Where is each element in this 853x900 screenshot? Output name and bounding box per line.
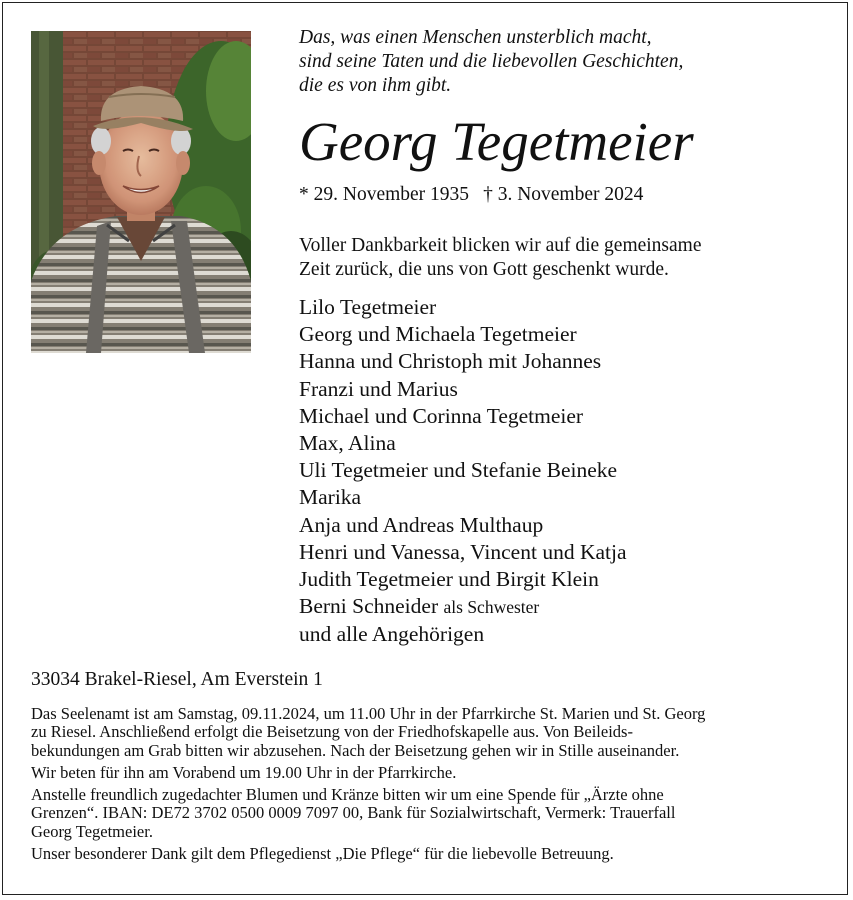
family-member: Michael und Corinna Tegetmeier (299, 403, 584, 428)
quote-line: Das, was einen Menschen unsterblich macht, (299, 27, 652, 48)
thanks-text (299, 234, 702, 282)
funeral-line: bekundungen am Grab bitten wir abzusehen. Nach der Beisetzung gehen wir in Stille auseinander. (31, 740, 680, 760)
life-dates (299, 182, 643, 208)
death-date: † 3. November 2024 (483, 184, 644, 205)
family-member-sister (299, 593, 627, 621)
family-member: Uli Tegetmeier und Stefanie Beineke (299, 458, 618, 483)
family-member: Hanna und Christoph mit Johannes (299, 349, 602, 374)
family-member: Judith Tegetmeier und Birgit Klein (299, 567, 599, 592)
family-member: Henri und Vanessa, Vincent und Katja (299, 539, 627, 564)
family-address: 33034 Brakel-Riesel, Am Everstein 1 (31, 669, 323, 690)
family-member: Marika (299, 485, 362, 510)
family-member: Georg und Michaela Tegetmeier (299, 322, 577, 347)
family-member: Franzi und Marius (299, 376, 458, 401)
birth-date: * 29. November 1935 (299, 184, 470, 205)
quote-line: sind seine Taten und die liebevollen Geschichten, (299, 51, 684, 72)
funeral-info (31, 705, 831, 867)
family-closing: und alle Angehörigen (299, 622, 485, 647)
donation-paragraph (31, 786, 831, 841)
gratitude-line: Unser besonderer Dank gilt dem Pflegedienst „Die Pflege“ für die liebevolle Betreuung. (31, 843, 614, 863)
family-member: Lilo Tegetmeier (299, 295, 437, 319)
quote-line: die es von ihm gibt. (299, 75, 452, 96)
sister-note: als Schwester (443, 597, 540, 618)
sister-name: Berni Schneider (299, 594, 439, 619)
funeral-line: zu Riesel. Anschließend erfolgt die Beisetzung von der Friedhofskapelle aus. Von Beileids- (31, 722, 633, 742)
family-list (299, 294, 627, 649)
donation-line: Anstelle freundlich zugedachter Blumen und Kränze bitten wir um eine Spende für „Ärzte ohne (31, 784, 664, 804)
prayer-line: Wir beten für ihn am Vorabend um 19.00 Uhr in der Pfarrkirche. (31, 762, 457, 782)
family-member: Anja und Andreas Multhaup (299, 512, 544, 537)
portrait-photo (31, 31, 251, 353)
thanks-line: Zeit zurück, die uns von Gott geschenkt wurde. (299, 259, 669, 280)
funeral-paragraph (31, 705, 831, 760)
gratitude-paragraph (31, 845, 831, 863)
donation-line: Grenzen“. IBAN: DE72 3702 0500 0009 7097 00, Bank für Sozialwirtschaft, Vermerk: Trauerfall (31, 803, 676, 823)
memorial-quote (299, 26, 819, 98)
prayer-paragraph (31, 764, 831, 782)
deceased-name: Georg Tegetmeier (299, 111, 694, 172)
thanks-line: Voller Dankbarkeit blicken wir auf die gemeinsame (299, 235, 702, 256)
donation-line: Georg Tegetmeier. (31, 821, 153, 841)
funeral-line: Das Seelenamt ist am Samstag, 09.11.2024, um 11.00 Uhr in der Pfarrkirche St. Marien und St. Georg (31, 704, 706, 723)
family-member: Max, Alina (299, 431, 396, 456)
